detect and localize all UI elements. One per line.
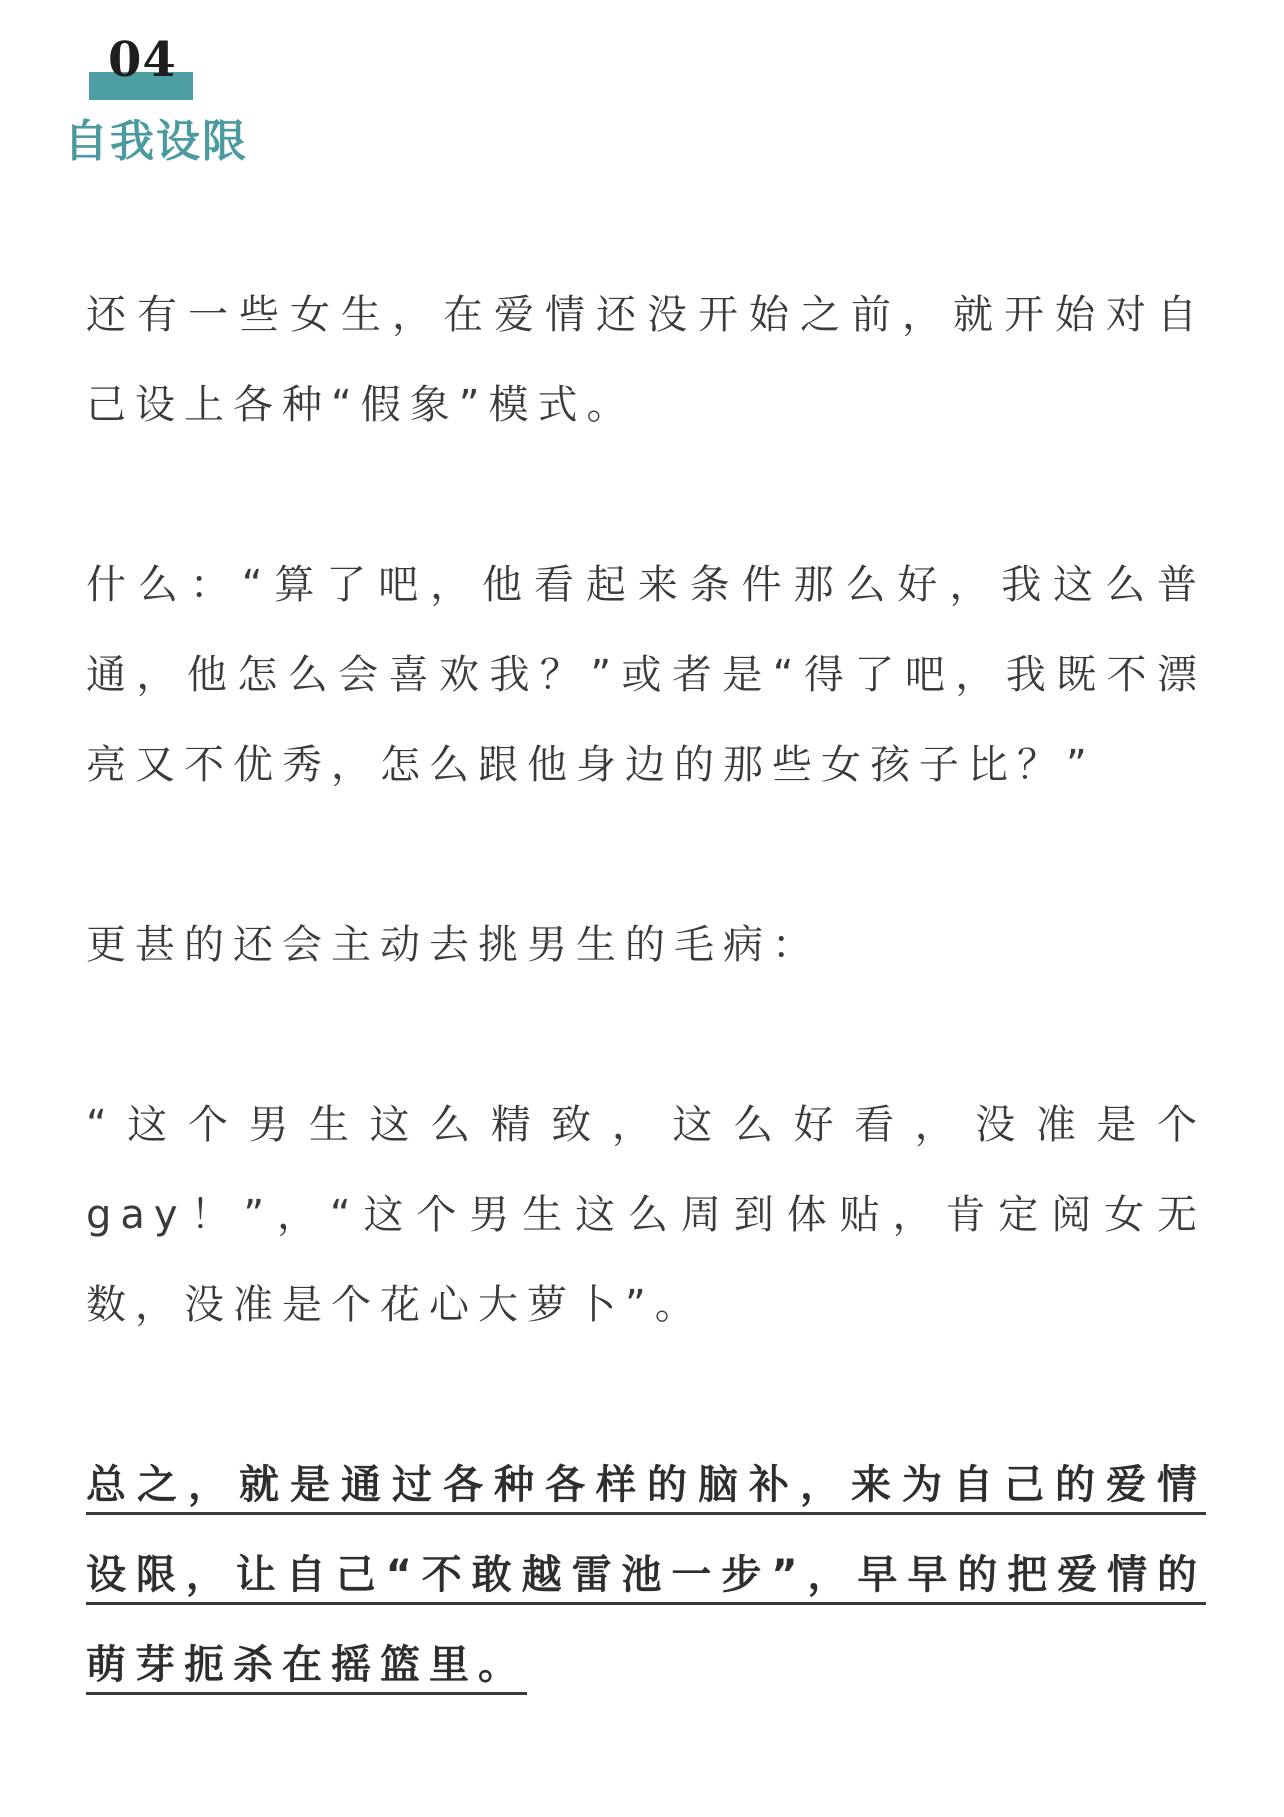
section-title: 自我设限: [64, 116, 248, 167]
section-header: [64, 30, 324, 180]
paragraph-3: 更甚的还会主动去挑男生的毛病：: [86, 922, 821, 968]
article-body: [86, 270, 1206, 1710]
emphasis-paragraph: [86, 1440, 1206, 1710]
paragraph-2: 什么：“算了吧，他看起来条件那么好，我这么普通，他怎么会喜欢我？”或者是“得了吧，我既不漂亮又不优秀，怎么跟他身边的那些女孩子比？”: [86, 562, 1206, 788]
paragraph-4: “这个男生这么精致，这么好看，没准是个gay！”，“这个男生这么周到体贴，肯定阅女无数，没准是个花心大萝卜”。: [86, 1102, 1206, 1328]
emphasis-text: 总之，就是通过各种各样的脑补，来为自己的爱情设限，让自己“不敢越雷池一步”，早早的把爱情的萌芽扼杀在摇篮里。: [86, 1462, 1206, 1695]
paragraph-1: 还有一些女生，在爱情还没开始之前，就开始对自己设上各种“假象”模式。: [86, 292, 1206, 428]
section-number: 04: [108, 32, 177, 88]
